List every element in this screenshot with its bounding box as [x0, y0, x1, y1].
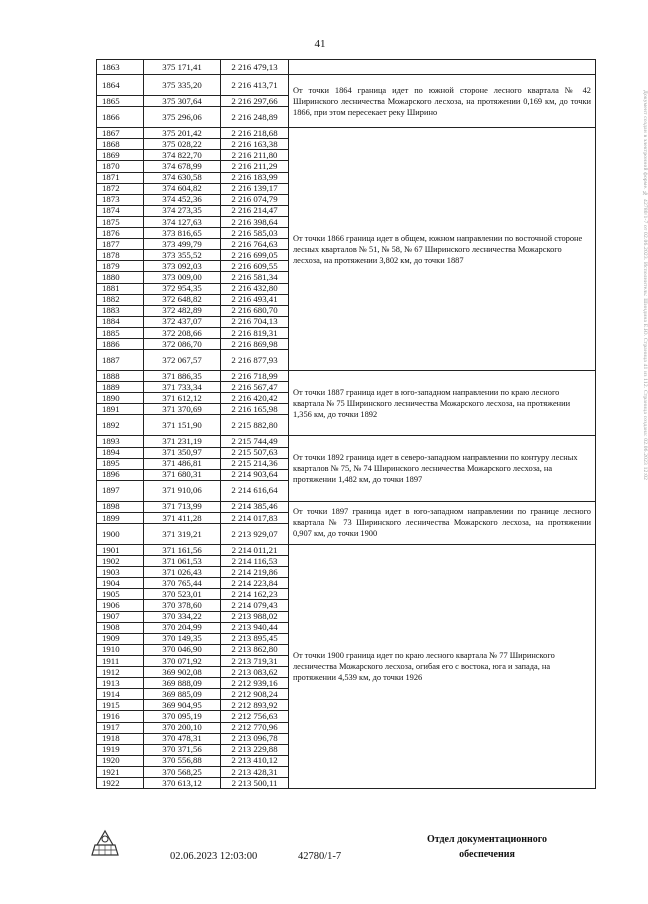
table-row — [97, 75, 596, 96]
table-row — [97, 60, 596, 75]
x-coordinate-cell: 374 822,70 — [144, 150, 221, 161]
x-coordinate-cell: 373 092,03 — [144, 261, 221, 272]
x-coordinate-cell: 370 204,99 — [144, 622, 221, 633]
x-coordinate-cell: 369 888,09 — [144, 678, 221, 689]
y-coordinate-cell: 2 214 017,83 — [221, 512, 289, 523]
y-coordinate-cell: 2 213 410,12 — [221, 755, 289, 766]
x-coordinate-cell: 375 171,41 — [144, 60, 221, 75]
y-coordinate-cell: 2 214 116,53 — [221, 556, 289, 567]
y-coordinate-cell: 2 216 609,55 — [221, 261, 289, 272]
point-number-cell: 1863 — [97, 60, 144, 75]
table-row — [97, 436, 596, 447]
x-coordinate-cell: 370 095,19 — [144, 711, 221, 722]
point-number-cell: 1906 — [97, 600, 144, 611]
point-number-cell: 1921 — [97, 766, 144, 777]
x-coordinate-cell: 373 499,79 — [144, 239, 221, 250]
x-coordinate-cell: 371 319,21 — [144, 524, 221, 545]
point-number-cell: 1895 — [97, 458, 144, 469]
x-coordinate-cell: 370 334,22 — [144, 611, 221, 622]
y-coordinate-cell: 2 214 223,84 — [221, 578, 289, 589]
point-number-cell: 1910 — [97, 644, 144, 655]
point-number-cell: 1897 — [97, 480, 144, 501]
x-coordinate-cell: 370 523,01 — [144, 589, 221, 600]
y-coordinate-cell: 2 216 432,80 — [221, 283, 289, 294]
coordinates-table — [96, 59, 596, 789]
y-coordinate-cell: 2 213 862,80 — [221, 644, 289, 655]
y-coordinate-cell: 2 213 096,78 — [221, 733, 289, 744]
point-number-cell: 1879 — [97, 261, 144, 272]
point-number-cell: 1869 — [97, 150, 144, 161]
point-number-cell: 1866 — [97, 107, 144, 128]
point-number-cell: 1877 — [97, 239, 144, 250]
y-coordinate-cell: 2 213 083,62 — [221, 667, 289, 678]
point-number-cell: 1914 — [97, 689, 144, 700]
y-coordinate-cell: 2 216 420,42 — [221, 393, 289, 404]
department-line-2: обеспечения — [459, 849, 515, 860]
y-coordinate-cell: 2 216 585,03 — [221, 228, 289, 239]
x-coordinate-cell: 371 061,53 — [144, 556, 221, 567]
point-number-cell: 1898 — [97, 501, 144, 512]
x-coordinate-cell: 370 200,10 — [144, 722, 221, 733]
point-number-cell: 1907 — [97, 611, 144, 622]
y-coordinate-cell: 2 216 398,64 — [221, 216, 289, 227]
footer-department — [392, 832, 582, 862]
point-number-cell: 1920 — [97, 755, 144, 766]
point-number-cell: 1874 — [97, 205, 144, 216]
x-coordinate-cell: 371 910,06 — [144, 480, 221, 501]
y-coordinate-cell: 2 213 719,31 — [221, 655, 289, 666]
x-coordinate-cell: 371 733,34 — [144, 382, 221, 393]
point-number-cell: 1901 — [97, 545, 144, 556]
organization-logo-icon — [88, 825, 122, 859]
x-coordinate-cell: 375 307,64 — [144, 96, 221, 107]
y-coordinate-cell: 2 216 680,70 — [221, 305, 289, 316]
point-number-cell: 1887 — [97, 350, 144, 371]
point-number-cell: 1892 — [97, 415, 144, 436]
point-number-cell: 1875 — [97, 216, 144, 227]
y-coordinate-cell: 2 212 908,24 — [221, 689, 289, 700]
x-coordinate-cell: 371 486,81 — [144, 458, 221, 469]
page-number: 41 — [314, 38, 326, 50]
x-coordinate-cell: 371 161,56 — [144, 545, 221, 556]
point-number-cell: 1913 — [97, 678, 144, 689]
point-number-cell: 1918 — [97, 733, 144, 744]
point-number-cell: 1872 — [97, 183, 144, 194]
point-number-cell: 1871 — [97, 172, 144, 183]
point-number-cell: 1909 — [97, 633, 144, 644]
point-number-cell: 1916 — [97, 711, 144, 722]
y-coordinate-cell: 2 214 385,46 — [221, 501, 289, 512]
x-coordinate-cell: 371 411,28 — [144, 512, 221, 523]
y-coordinate-cell: 2 216 163,38 — [221, 139, 289, 150]
x-coordinate-cell: 372 067,57 — [144, 350, 221, 371]
point-number-cell: 1922 — [97, 777, 144, 788]
y-coordinate-cell: 2 215 882,80 — [221, 415, 289, 436]
point-number-cell: 1891 — [97, 404, 144, 415]
x-coordinate-cell: 370 071,92 — [144, 655, 221, 666]
y-coordinate-cell: 2 214 616,64 — [221, 480, 289, 501]
y-coordinate-cell: 2 214 079,43 — [221, 600, 289, 611]
boundary-description-cell: От точки 1900 граница идет по краю лесного квартала № 77 Ширинского лесничества Можарского лесхоза, огибая его с востока, юга и запада, на протяжении 4,539 км, до точки 1926 — [289, 545, 596, 789]
x-coordinate-cell: 370 149,35 — [144, 633, 221, 644]
x-coordinate-cell: 372 208,66 — [144, 327, 221, 338]
boundary-description-cell — [289, 60, 596, 75]
table-row — [97, 371, 596, 382]
point-number-cell: 1868 — [97, 139, 144, 150]
x-coordinate-cell: 371 713,99 — [144, 501, 221, 512]
point-number-cell: 1917 — [97, 722, 144, 733]
y-coordinate-cell: 2 213 895,45 — [221, 633, 289, 644]
y-coordinate-cell: 2 216 699,05 — [221, 250, 289, 261]
x-coordinate-cell: 371 370,69 — [144, 404, 221, 415]
table-row — [97, 545, 596, 556]
y-coordinate-cell: 2 216 165,98 — [221, 404, 289, 415]
point-number-cell: 1876 — [97, 228, 144, 239]
x-coordinate-cell: 371 680,31 — [144, 469, 221, 480]
x-coordinate-cell: 372 648,82 — [144, 294, 221, 305]
x-coordinate-cell: 374 273,35 — [144, 205, 221, 216]
x-coordinate-cell: 374 452,36 — [144, 194, 221, 205]
point-number-cell: 1912 — [97, 667, 144, 678]
x-coordinate-cell: 370 568,25 — [144, 766, 221, 777]
x-coordinate-cell: 370 478,31 — [144, 733, 221, 744]
y-coordinate-cell: 2 216 493,41 — [221, 294, 289, 305]
point-number-cell: 1867 — [97, 128, 144, 139]
boundary-description-cell: От точки 1864 граница идет по южной стороне лесного квартала № 42 Ширинского лесничества Можарского лесхоза, на протяжении 0,169 км, до точки 1866, при этом пересекает реку Ширино — [289, 75, 596, 128]
point-number-cell: 1900 — [97, 524, 144, 545]
department-line-1: Отдел документационного — [426, 834, 548, 845]
x-coordinate-cell: 372 086,70 — [144, 338, 221, 349]
y-coordinate-cell: 2 216 718,99 — [221, 371, 289, 382]
boundary-description-cell: От точки 1887 граница идет в юго-западном направлении по краю лесного квартала № 75 Ширинского лесничества Можарского лесхоза, на протяжении 1,356 км, до точки 1892 — [289, 371, 596, 436]
y-coordinate-cell: 2 216 567,47 — [221, 382, 289, 393]
y-coordinate-cell: 2 216 479,13 — [221, 60, 289, 75]
boundary-description-cell: От точки 1866 граница идет в общем, южном направлении по восточной стороне лесных кварталов № 51, № 58, № 67 Ширинского лесничества Можарского лесхоза, на протяжении 3,802 км, до точки 1887 — [289, 128, 596, 371]
y-coordinate-cell: 2 216 211,29 — [221, 161, 289, 172]
x-coordinate-cell: 369 902,08 — [144, 667, 221, 678]
x-coordinate-cell: 373 009,00 — [144, 272, 221, 283]
table-row — [97, 128, 596, 139]
y-coordinate-cell: 2 215 214,36 — [221, 458, 289, 469]
x-coordinate-cell: 375 028,22 — [144, 139, 221, 150]
point-number-cell: 1882 — [97, 294, 144, 305]
point-number-cell: 1890 — [97, 393, 144, 404]
y-coordinate-cell: 2 212 939,16 — [221, 678, 289, 689]
x-coordinate-cell: 375 201,42 — [144, 128, 221, 139]
x-coordinate-cell: 372 482,89 — [144, 305, 221, 316]
y-coordinate-cell: 2 216 218,68 — [221, 128, 289, 139]
x-coordinate-cell: 370 046,90 — [144, 644, 221, 655]
point-number-cell: 1864 — [97, 75, 144, 96]
y-coordinate-cell: 2 213 428,31 — [221, 766, 289, 777]
y-coordinate-cell: 2 216 413,71 — [221, 75, 289, 96]
point-number-cell: 1881 — [97, 283, 144, 294]
y-coordinate-cell: 2 212 756,63 — [221, 711, 289, 722]
y-coordinate-cell: 2 214 903,64 — [221, 469, 289, 480]
y-coordinate-cell: 2 214 162,23 — [221, 589, 289, 600]
footer-doc-number: 42780/1-7 — [298, 851, 342, 862]
y-coordinate-cell: 2 216 869,98 — [221, 338, 289, 349]
x-coordinate-cell: 374 127,63 — [144, 216, 221, 227]
point-number-cell: 1915 — [97, 700, 144, 711]
point-number-cell: 1889 — [97, 382, 144, 393]
point-number-cell: 1873 — [97, 194, 144, 205]
y-coordinate-cell: 2 212 893,92 — [221, 700, 289, 711]
x-coordinate-cell: 370 378,60 — [144, 600, 221, 611]
boundary-description-cell: От точки 1897 граница идет в юго-западном направлении по границе лесного квартала № 73 Ширинского лесничества Можарского лесхоза, на протяжении 0,907 км, до точки 1900 — [289, 501, 596, 544]
point-number-cell: 1880 — [97, 272, 144, 283]
y-coordinate-cell: 2 213 500,11 — [221, 777, 289, 788]
point-number-cell: 1919 — [97, 744, 144, 755]
y-coordinate-cell: 2 216 183,99 — [221, 172, 289, 183]
y-coordinate-cell: 2 216 704,13 — [221, 316, 289, 327]
x-coordinate-cell: 375 296,06 — [144, 107, 221, 128]
x-coordinate-cell: 373 355,52 — [144, 250, 221, 261]
point-number-cell: 1878 — [97, 250, 144, 261]
point-number-cell: 1894 — [97, 447, 144, 458]
y-coordinate-cell: 2 216 214,47 — [221, 205, 289, 216]
y-coordinate-cell: 2 216 139,17 — [221, 183, 289, 194]
y-coordinate-cell: 2 212 770,96 — [221, 722, 289, 733]
y-coordinate-cell: 2 213 229,88 — [221, 744, 289, 755]
y-coordinate-cell: 2 216 211,80 — [221, 150, 289, 161]
side-stamp-text: Документ создан в электронной форме. № 42780/1-7 от 02.06.2023. Исполнитель: Шиндина Е.Ю. Страница 41 из 112. Страница создана: 02.06.2023 12:02 — [642, 90, 648, 481]
boundary-description-cell: От точки 1892 граница идет в северо-западном направлении по контуру лесных кварталов № 75, № 74 Ширинского лесничества Можарского лесхоза, на протяжении 1,482 км, до точки 1897 — [289, 436, 596, 501]
table-row — [97, 501, 596, 512]
point-number-cell: 1870 — [97, 161, 144, 172]
x-coordinate-cell: 371 350,97 — [144, 447, 221, 458]
x-coordinate-cell: 371 612,12 — [144, 393, 221, 404]
point-number-cell: 1886 — [97, 338, 144, 349]
x-coordinate-cell: 372 437,07 — [144, 316, 221, 327]
y-coordinate-cell: 2 213 988,02 — [221, 611, 289, 622]
x-coordinate-cell: 373 816,65 — [144, 228, 221, 239]
x-coordinate-cell: 370 613,12 — [144, 777, 221, 788]
x-coordinate-cell: 371 886,35 — [144, 371, 221, 382]
point-number-cell: 1911 — [97, 655, 144, 666]
point-number-cell: 1908 — [97, 622, 144, 633]
x-coordinate-cell: 374 630,58 — [144, 172, 221, 183]
point-number-cell: 1865 — [97, 96, 144, 107]
x-coordinate-cell: 371 151,90 — [144, 415, 221, 436]
y-coordinate-cell: 2 216 581,34 — [221, 272, 289, 283]
point-number-cell: 1884 — [97, 316, 144, 327]
x-coordinate-cell: 374 604,82 — [144, 183, 221, 194]
point-number-cell: 1899 — [97, 512, 144, 523]
point-number-cell: 1893 — [97, 436, 144, 447]
point-number-cell: 1902 — [97, 556, 144, 567]
x-coordinate-cell: 374 678,99 — [144, 161, 221, 172]
point-number-cell: 1903 — [97, 567, 144, 578]
y-coordinate-cell: 2 216 248,89 — [221, 107, 289, 128]
point-number-cell: 1883 — [97, 305, 144, 316]
point-number-cell: 1888 — [97, 371, 144, 382]
y-coordinate-cell: 2 215 744,49 — [221, 436, 289, 447]
footer-date: 02.06.2023 12:03:00 — [170, 851, 258, 862]
y-coordinate-cell: 2 216 297,66 — [221, 96, 289, 107]
y-coordinate-cell: 2 216 877,93 — [221, 350, 289, 371]
x-coordinate-cell: 370 371,56 — [144, 744, 221, 755]
point-number-cell: 1904 — [97, 578, 144, 589]
x-coordinate-cell: 369 904,95 — [144, 700, 221, 711]
x-coordinate-cell: 371 231,19 — [144, 436, 221, 447]
x-coordinate-cell: 375 335,20 — [144, 75, 221, 96]
y-coordinate-cell: 2 216 074,79 — [221, 194, 289, 205]
y-coordinate-cell: 2 216 764,63 — [221, 239, 289, 250]
x-coordinate-cell: 372 954,35 — [144, 283, 221, 294]
y-coordinate-cell: 2 216 819,31 — [221, 327, 289, 338]
x-coordinate-cell: 370 765,44 — [144, 578, 221, 589]
y-coordinate-cell: 2 214 219,86 — [221, 567, 289, 578]
point-number-cell: 1885 — [97, 327, 144, 338]
point-number-cell: 1896 — [97, 469, 144, 480]
y-coordinate-cell: 2 213 929,07 — [221, 524, 289, 545]
x-coordinate-cell: 370 556,88 — [144, 755, 221, 766]
y-coordinate-cell: 2 215 507,63 — [221, 447, 289, 458]
table-body — [97, 60, 596, 789]
x-coordinate-cell: 371 026,43 — [144, 567, 221, 578]
point-number-cell: 1905 — [97, 589, 144, 600]
x-coordinate-cell: 369 885,09 — [144, 689, 221, 700]
y-coordinate-cell: 2 213 940,44 — [221, 622, 289, 633]
y-coordinate-cell: 2 214 011,21 — [221, 545, 289, 556]
